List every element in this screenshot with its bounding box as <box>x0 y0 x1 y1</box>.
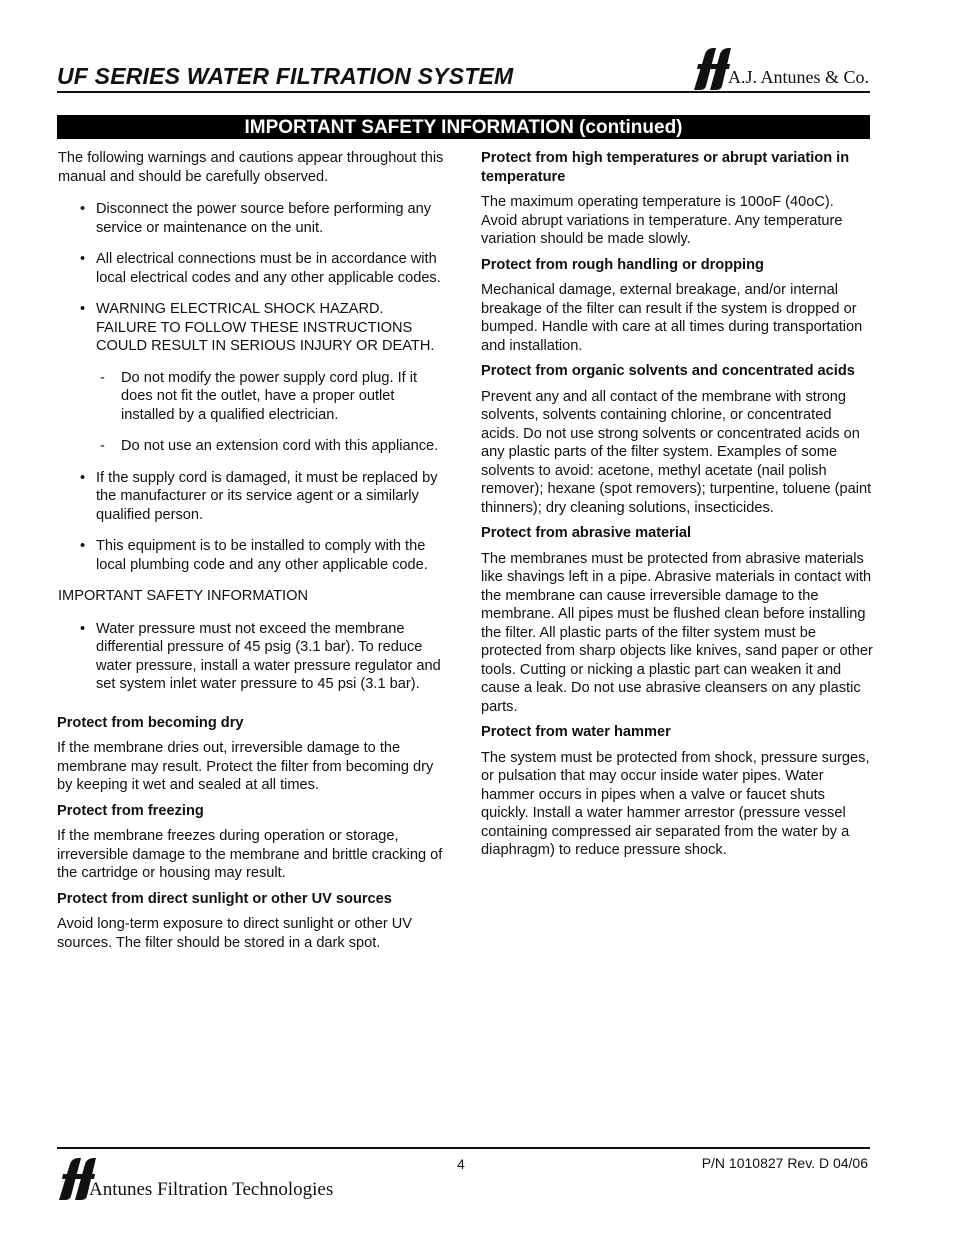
section-heading: Protect from high temperatures or abrupt variation in temperature <box>481 150 850 185</box>
section-heading: Protect from becoming dry <box>57 714 244 731</box>
header-divider <box>57 91 870 93</box>
right-column <box>481 149 873 860</box>
sub-list-item: - Do not use an extension cord with this appliance. <box>57 437 447 456</box>
section-heading: Protect from rough handling or dropping <box>481 256 764 273</box>
section-body: The system must be protected from shock, pressure surges, or pulsation that may occur inside water pipes. Water hammer occurs in pipes when a valve or faucet shuts quickly. Install a water hammer arrestor (pressure vessel containing compressed air separated from the water by a diaphragm) to reduce pressure shock. <box>481 749 870 858</box>
page-number: 4 <box>457 1156 465 1172</box>
list-item: • This equipment is to be installed to comply with the local plumbing code and any other applicable code. <box>57 537 447 574</box>
aj-antunes-logo-icon <box>692 46 732 92</box>
section-body: If the membrane freezes during operation or storage, irreversible damage to the membrane and brittle cracking of the cartridge or housing may result. <box>57 828 443 881</box>
footer-brand-name: Antunes Filtration Technologies <box>89 1179 334 1200</box>
section-body: If the membrane dries out, irreversible damage to the membrane may result. Protect the filter from becoming dry by keeping it wet and sealed at all times. <box>57 740 434 793</box>
section-heading: Protect from organic solvents and concentrated acids <box>481 363 855 379</box>
intro-paragraph: The following warnings and cautions appear throughout this manual and should be carefully observed. <box>58 150 444 185</box>
section-heading: Protect from water hammer <box>481 724 671 740</box>
pressure-list <box>57 620 447 694</box>
list-item: • Water pressure must not exceed the membrane differential pressure of 45 psig (3.1 bar). To reduce water pressure, install a water pressure regulator and set system inlet water pressure to 45 psi (3.1 bar). <box>57 620 447 694</box>
list-item <box>57 300 447 456</box>
section-heading: Protect from freezing <box>57 802 204 819</box>
list-item-text: WARNING ELECTRICAL SHOCK HAZARD. FAILURE TO FOLLOW THESE INSTRUCTIONS COULD RESULT IN SERIOUS INJURY OR DEATH. <box>96 301 435 354</box>
section-body: Avoid long-term exposure to direct sunlight or other UV sources. The filter should be stored in a dark spot. <box>57 916 413 951</box>
left-column <box>57 149 447 952</box>
document-title: UF SERIES WATER FILTRATION SYSTEM <box>57 63 514 89</box>
section-body: The membranes must be protected from abrasive materials like shavings left in a pipe. Abrasive materials in contact with the membrane can cause irreversible damage to the membrane. All pipes must be flushed clean before installing the filter. All plastic parts of the filter system must be protected from sharp objects like knives, sand paper or other tools. Cutting or nicking a plastic part can weaken it and cause a leak. Do not use abrasive cleansers on any plastic parts. <box>481 550 873 715</box>
section-body: Prevent any and all contact of the membrane with strong solvents, solvents containing chlorine, or concentrated acids. Do not use strong solvents or concentrated acids on any plastic parts of the filter system. Examples of some solvents to avoid: acetone, methyl acetate (nail polish remover); hexane (spot removers); turpentine, toluene (paint thinners); dry cleaning solutions, insecticides. <box>481 388 872 516</box>
header-brand <box>692 44 869 92</box>
section-body: The maximum operating temperature is 100oF (40oC). Avoid abrupt variations in temperature. Any temperature variation should be made slowly. <box>481 194 843 247</box>
sub-list-item: - Do not modify the power supply cord plug. If it does not fit the outlet, have a proper outlet installed by a qualified electrician. <box>57 369 447 425</box>
part-number: P/N 1010827 Rev. D 04/06 <box>701 1155 868 1171</box>
section-heading: Protect from direct sunlight or other UV sources <box>57 890 392 907</box>
list-item: • All electrical connections must be in accordance with local electrical codes and any other applicable codes. <box>57 250 447 287</box>
section-heading: Protect from abrasive material <box>481 525 692 541</box>
footer-divider <box>57 1147 870 1149</box>
brand-name: A.J. Antunes & Co. <box>727 67 869 87</box>
section-body: Mechanical damage, external breakage, and/or internal breakage of the filter can result if the system is dropped or bumped. Handle with care at all times during transportation and installation. <box>481 282 863 354</box>
plain-heading: IMPORTANT SAFETY INFORMATION <box>58 588 309 604</box>
footer-brand <box>57 1156 333 1202</box>
left-sections <box>57 714 447 953</box>
warning-list <box>57 200 447 574</box>
sub-warning-list <box>57 369 447 456</box>
section-title-bar: IMPORTANT SAFETY INFORMATION (continued) <box>57 115 870 139</box>
list-item: • If the supply cord is damaged, it must be replaced by the manufacturer or its service agent or a similarly qualified person. <box>57 469 447 525</box>
list-item: • Disconnect the power source before performing any service or maintenance on the unit. <box>57 200 447 237</box>
